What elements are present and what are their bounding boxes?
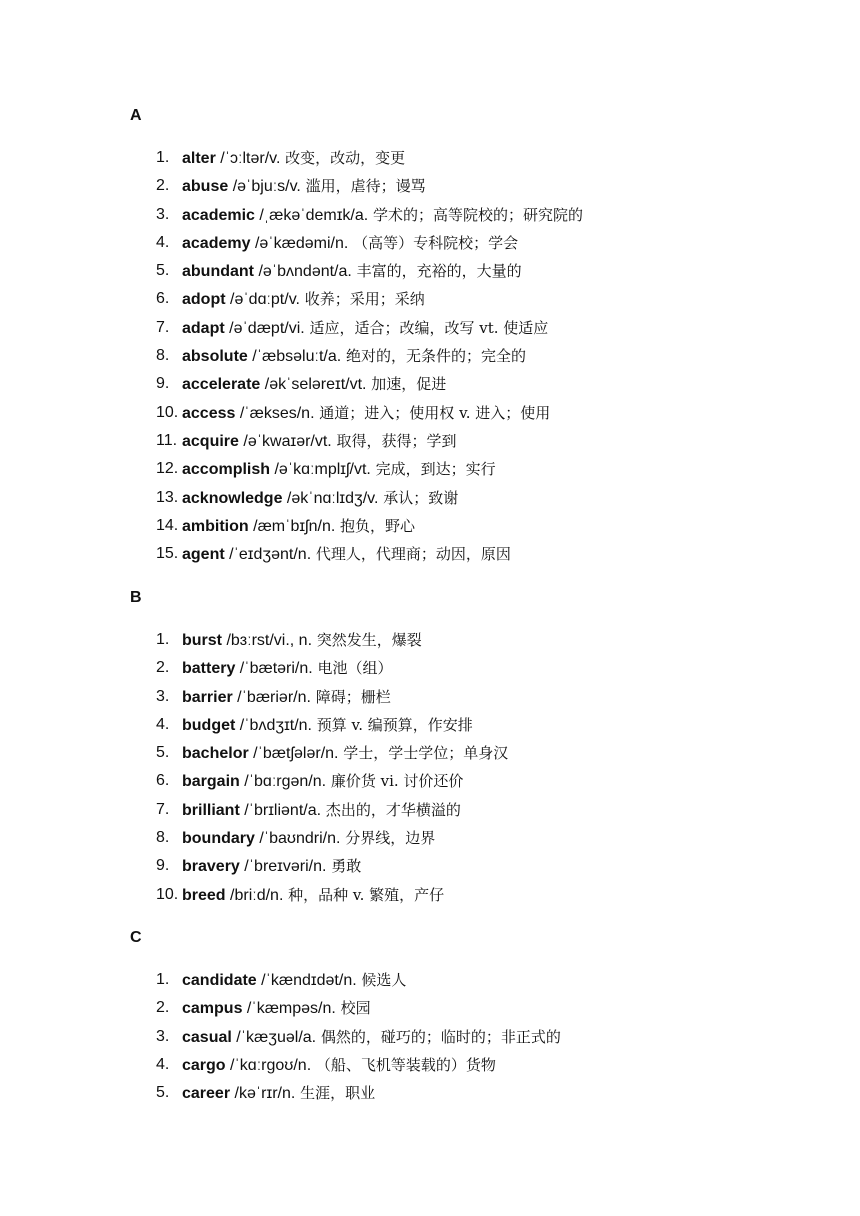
entry-definition: 候选人	[356, 971, 407, 989]
entry-number: 3.	[156, 687, 170, 705]
entry-word: burst	[182, 632, 222, 649]
entry-body	[182, 966, 406, 995]
entry-number: 9.	[156, 375, 170, 393]
entry-number: 2.	[156, 177, 170, 195]
entry-definition: 完成，到达；实行	[370, 460, 496, 479]
entry-word: cargo	[182, 1056, 226, 1074]
entry-definition: 电池（组）	[312, 659, 393, 678]
entry-number: 4.	[156, 233, 170, 251]
entry-definition: 预算 v. 编预算，作安排	[312, 715, 473, 734]
entry-word: agent	[182, 546, 225, 564]
entry-pronunciation: /ˈæbsəluːt/a.	[247, 348, 342, 366]
entry-word: academy	[182, 234, 251, 252]
entry-pronunciation: /ˈbreɪvəri/n.	[239, 858, 327, 876]
entry-body	[182, 229, 518, 258]
entry-body	[182, 285, 425, 314]
entry-pronunciation: /ˈeɪdʒənt/n.	[224, 546, 312, 564]
entry-pronunciation: /ˈɔːltər/v.	[215, 150, 281, 167]
entry-number: 1.	[156, 631, 170, 648]
entry-pronunciation: /ˈbætəri/n.	[235, 660, 313, 678]
entry-definition: 学士，学士学位；单身汉	[338, 744, 509, 763]
entry-pronunciation: /əkˈnɑːlɪdʒ/v.	[282, 489, 379, 507]
entry-number: 5.	[156, 744, 170, 762]
entry-body	[182, 512, 415, 541]
entry-body	[182, 796, 461, 825]
entry-body	[182, 881, 444, 910]
entry-number: 6.	[156, 772, 170, 790]
entry-pronunciation: /əˈbʌndənt/a.	[254, 263, 352, 281]
entry-definition: 生涯，职业	[295, 1084, 376, 1103]
entry-body	[182, 370, 446, 399]
entry-definition: 加速，促进	[366, 375, 447, 394]
entry-number: 3.	[156, 205, 170, 223]
entry-number: 4.	[156, 715, 170, 733]
entry-pronunciation: /əˈdæpt/vi.	[224, 319, 305, 337]
entry-word: acquire	[182, 432, 239, 450]
entry-pronunciation: /ˈbætʃələr/n.	[248, 745, 339, 763]
entry-body	[182, 824, 435, 853]
entry-word: budget	[182, 716, 236, 734]
entry-body	[182, 144, 405, 173]
entry-word: career	[182, 1085, 231, 1103]
entry-number: 9.	[156, 857, 170, 875]
entry-body	[182, 172, 426, 201]
entry-definition: 种，品种 v. 繁殖，产仔	[283, 885, 445, 904]
entry-word: abundant	[182, 263, 254, 281]
entry-number: 7.	[156, 318, 170, 336]
entry-definition: 突然发生，爆裂	[312, 631, 422, 649]
entry-word: access	[182, 404, 236, 422]
entry-word: bargain	[182, 773, 240, 791]
entry-definition: 勇敢	[326, 857, 362, 876]
entry-number: 8.	[156, 347, 170, 365]
entry-body	[182, 626, 422, 655]
entry-body	[182, 654, 393, 683]
entry-definition: 适应，适合；改编，改写 vt. 使适应	[304, 318, 549, 337]
entry-pronunciation: /əˈkɑːmplɪʃ/vt.	[270, 461, 371, 479]
entry-pronunciation: /ˈkæʒuəl/a.	[231, 1028, 317, 1046]
entry-pronunciation: /bɜːrst/vi., n.	[222, 632, 313, 649]
entry-definition: 廉价货 vi. 讨价还价	[326, 772, 464, 791]
entry-body	[182, 852, 361, 881]
entry-definition: 绝对的，无条件的；完全的	[341, 347, 526, 366]
entry-definition: 校园	[335, 999, 371, 1018]
entry-body	[182, 683, 391, 712]
entry-body	[182, 427, 457, 456]
entry-number: 8.	[156, 829, 170, 847]
section-heading-c: C	[130, 929, 142, 946]
entry-definition: 通道；进入；使用权 v. 进入；使用	[314, 403, 551, 422]
entry-word: adopt	[182, 291, 226, 309]
entry-pronunciation: /əkˈseləreɪt/vt.	[260, 376, 367, 394]
section-heading-b: B	[130, 589, 142, 606]
entry-word: bravery	[182, 858, 240, 876]
entry-body	[182, 257, 522, 286]
entry-number: 14.	[156, 516, 179, 534]
entry-number: 15.	[156, 545, 179, 563]
entry-word: casual	[182, 1028, 232, 1046]
entry-number: 10.	[156, 403, 179, 421]
entry-number: 5.	[156, 262, 170, 280]
entry-pronunciation: /ˈækses/n.	[235, 404, 315, 422]
entry-pronunciation: /ˈkæmpəs/n.	[242, 1000, 336, 1018]
entry-pronunciation: /ˈkɑːrgoʊ/n.	[225, 1056, 312, 1074]
entry-definition: 分界线，边界	[340, 829, 436, 848]
entry-number: 5.	[156, 1084, 170, 1102]
entry-word: adapt	[182, 319, 225, 337]
entry-pronunciation: /ˈbæriər/n.	[232, 688, 311, 706]
entry-number: 13.	[156, 488, 179, 506]
entry-pronunciation: /ˈbʌdʒɪt/n.	[235, 716, 312, 734]
entry-body	[182, 455, 496, 484]
section-heading-a: A	[130, 107, 142, 124]
entry-number: 6.	[156, 290, 170, 308]
entry-number: 11.	[156, 431, 178, 449]
entry-number: 1.	[156, 971, 170, 988]
entry-number: 12.	[156, 460, 179, 478]
entry-pronunciation: /briːd/n.	[225, 886, 284, 904]
entry-word: alter	[182, 150, 216, 167]
entry-definition: 改变，改动，变更	[280, 149, 406, 167]
entry-body	[182, 739, 508, 768]
entry-definition: 滥用，虐待；谩骂	[300, 177, 426, 196]
entry-body	[182, 711, 473, 740]
entry-number: 3.	[156, 1027, 170, 1045]
entry-body	[182, 1051, 496, 1080]
entry-word: battery	[182, 660, 236, 678]
entry-word: absolute	[182, 348, 248, 366]
entry-number: 1.	[156, 149, 170, 166]
entry-body	[182, 540, 511, 569]
entry-definition: 取得，获得；学到	[331, 431, 457, 450]
entry-pronunciation: /əˈdɑːpt/v.	[225, 291, 300, 309]
entry-number: 2.	[156, 999, 170, 1017]
entry-body	[182, 201, 583, 230]
entry-word: boundary	[182, 830, 255, 848]
entry-pronunciation: /əˈbjuːs/v.	[228, 178, 301, 196]
entry-pronunciation: /ˌækəˈdemɪk/a.	[254, 206, 369, 224]
entry-word: accomplish	[182, 461, 271, 479]
entry-definition: 抱负，野心	[335, 516, 416, 535]
entry-pronunciation: /ˈkændɪdət/n.	[256, 972, 357, 989]
entry-pronunciation: /æmˈbɪʃn/n.	[248, 517, 336, 535]
entry-definition: （高等）专科院校；学会	[348, 233, 519, 252]
entry-number: 7.	[156, 800, 170, 818]
entry-body	[182, 314, 548, 343]
entry-definition: 收养；采用；采纳	[299, 290, 425, 309]
entry-body	[182, 1079, 375, 1108]
entry-word: accelerate	[182, 376, 261, 394]
entry-body	[182, 994, 371, 1023]
entry-pronunciation: /ˈbaʊndri/n.	[254, 830, 341, 848]
entry-word: acknowledge	[182, 489, 283, 507]
entry-pronunciation: /əˈkwaɪər/vt.	[238, 432, 332, 450]
entry-body	[182, 1023, 561, 1052]
entry-word: abuse	[182, 178, 229, 196]
entry-body	[182, 484, 458, 513]
entry-definition: 代理人，代理商；动因，原因	[311, 545, 511, 564]
entry-word: barrier	[182, 688, 233, 706]
entry-pronunciation: /ˈbrɪliənt/a.	[239, 801, 322, 819]
entry-definition: 承认；致谢	[378, 488, 459, 507]
entry-number: 2.	[156, 659, 170, 677]
entry-definition: 偶然的，碰巧的；临时的；非正式的	[316, 1027, 561, 1046]
entry-pronunciation: /ˈbɑːrgən/n.	[239, 773, 327, 791]
entry-word: academic	[182, 206, 255, 224]
entry-word: ambition	[182, 517, 249, 535]
entry-definition: 学术的；高等院校的；研究院的	[368, 205, 583, 224]
entry-definition: （船、飞机等装载的）货物	[311, 1055, 496, 1074]
entry-body	[182, 342, 526, 371]
entry-definition: 杰出的，才华横溢的	[321, 800, 461, 819]
entry-word: bachelor	[182, 745, 249, 763]
entry-word: breed	[182, 886, 226, 904]
entry-word: brilliant	[182, 801, 240, 819]
entry-body	[182, 767, 463, 796]
entry-number: 4.	[156, 1055, 170, 1073]
entry-definition: 障碍；栅栏	[310, 687, 391, 706]
entry-word: campus	[182, 1000, 243, 1018]
entry-definition: 丰富的，充裕的，大量的	[351, 262, 522, 281]
entry-body	[182, 399, 550, 428]
entry-word: candidate	[182, 972, 257, 989]
entry-number: 10.	[156, 885, 179, 903]
entry-pronunciation: /kəˈrɪr/n.	[230, 1085, 296, 1103]
entry-pronunciation: /əˈkædəmi/n.	[250, 234, 349, 252]
